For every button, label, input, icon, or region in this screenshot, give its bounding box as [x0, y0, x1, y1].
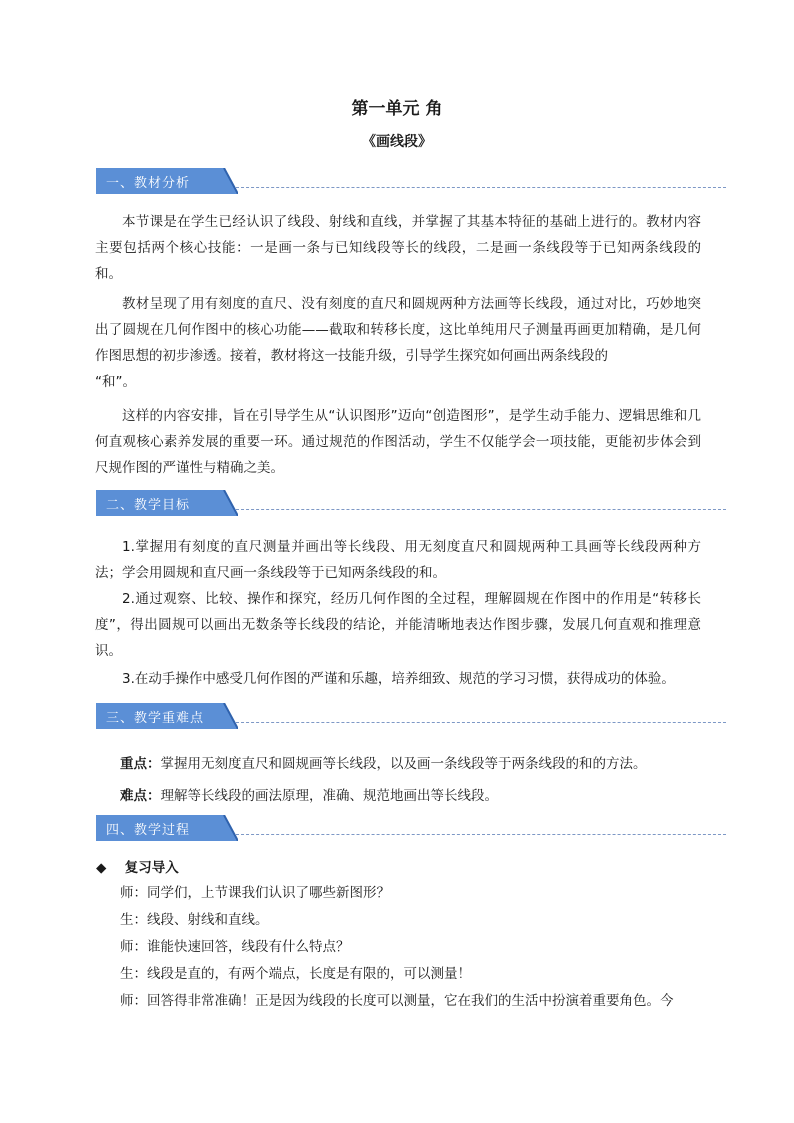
- lesson-title: 《画线段》: [362, 134, 432, 150]
- dashed-divider: [236, 834, 726, 835]
- section-header-analysis: [96, 168, 726, 194]
- key-point: [120, 753, 710, 775]
- subsection-heading: [96, 856, 179, 876]
- subsection-title: 复习导入: [124, 860, 179, 876]
- analysis-paragraph-3: 这样的内容安排，旨在引导学生从“认识图形”迈向“创造图形”，是学生动手能力、逻辑思维和几何直观核心素养发展的重要一环。通过规范的作图活动，学生不仅能学会一项技能，更能初步体会到尺规作图的严谨性与精确之美。: [95, 408, 701, 476]
- dashed-divider: [236, 509, 726, 510]
- page-title: 第一单元 角: [351, 99, 443, 119]
- dialog-line: 师：谁能快速回答，线段有什么特点？: [120, 939, 350, 955]
- goal-1: 1.掌握用有刻度的直尺测量并画出等长线段、用无刻度直尺和圆规两种工具画等长线段两种方法；学会用圆规和直尺画一条线段等于已知两条线段的和。: [95, 539, 701, 581]
- section-label: 四、教学过程: [106, 823, 191, 838]
- section-tab: [96, 703, 238, 729]
- diamond-bullet-icon: ◆: [96, 860, 107, 876]
- section-header-process: [96, 815, 726, 841]
- dashed-divider: [236, 722, 726, 723]
- dialog-line: 生：线段是直的，有两个端点，长度是有限的，可以测量！: [120, 966, 471, 982]
- analysis-paragraph-2-end: “和”。: [95, 374, 136, 390]
- difficult-point-text: 理解等长线段的画法原理，准确、规范地画出等长线段。: [160, 788, 498, 804]
- dialog-line: 师：回答得非常准确！正是因为线段的长度可以测量，它在我们的生活中扮演着重要角色。今: [120, 993, 674, 1009]
- section-label: 三、教学重难点: [106, 711, 205, 726]
- section-label: 二、教学目标: [106, 498, 191, 513]
- dialog-line: 师：同学们，上节课我们认识了哪些新图形？: [120, 885, 390, 901]
- section-header-keypoints: [96, 703, 726, 729]
- section-tab: [96, 815, 238, 841]
- analysis-paragraph-1: 本节课是在学生已经认识了线段、射线和直线，并掌握了其基本特征的基础上进行的。教材内容主要包括两个核心技能：一是画一条与已知线段等长的线段，二是画一条线段等于已知两条线段的和。: [95, 214, 701, 282]
- goal-3: 3.在动手操作中感受几何作图的严谨和乐趣，培养细致、规范的学习习惯，获得成功的体验。: [122, 671, 675, 687]
- difficult-point-label: 难点：: [120, 788, 161, 804]
- key-point-label: 重点：: [120, 756, 161, 772]
- section-tab: [96, 490, 238, 516]
- analysis-paragraph-2: 教材呈现了用有刻度的直尺、没有刻度的直尺和圆规两种方法画等长线段，通过对比，巧妙地突出了圆规在几何作图中的核心功能——截取和转移长度，这比单纯用尺子测量再画更加精确，是几何作图思想的初步渗透。接着，教材将这一技能升级，引导学生探究如何画出两条线段的: [95, 296, 701, 364]
- section-tab: [96, 168, 238, 194]
- key-point-text: 掌握用无刻度直尺和圆规画等长线段，以及画一条线段等于两条线段的和的方法。: [160, 756, 647, 772]
- goal-2: 2.通过观察、比较、操作和探究，经历几何作图的全过程，理解圆规在作图中的作用是“转移长度”，得出圆规可以画出无数条等长线段的结论，并能清晰地表达作图步骤，发展几何直观和推理意识。: [95, 591, 701, 659]
- difficult-point: [120, 785, 710, 807]
- dialog-line: 生：线段、射线和直线。: [120, 912, 269, 928]
- section-label: 一、教材分析: [106, 176, 191, 191]
- section-header-goals: [96, 490, 726, 516]
- dashed-divider: [236, 187, 726, 188]
